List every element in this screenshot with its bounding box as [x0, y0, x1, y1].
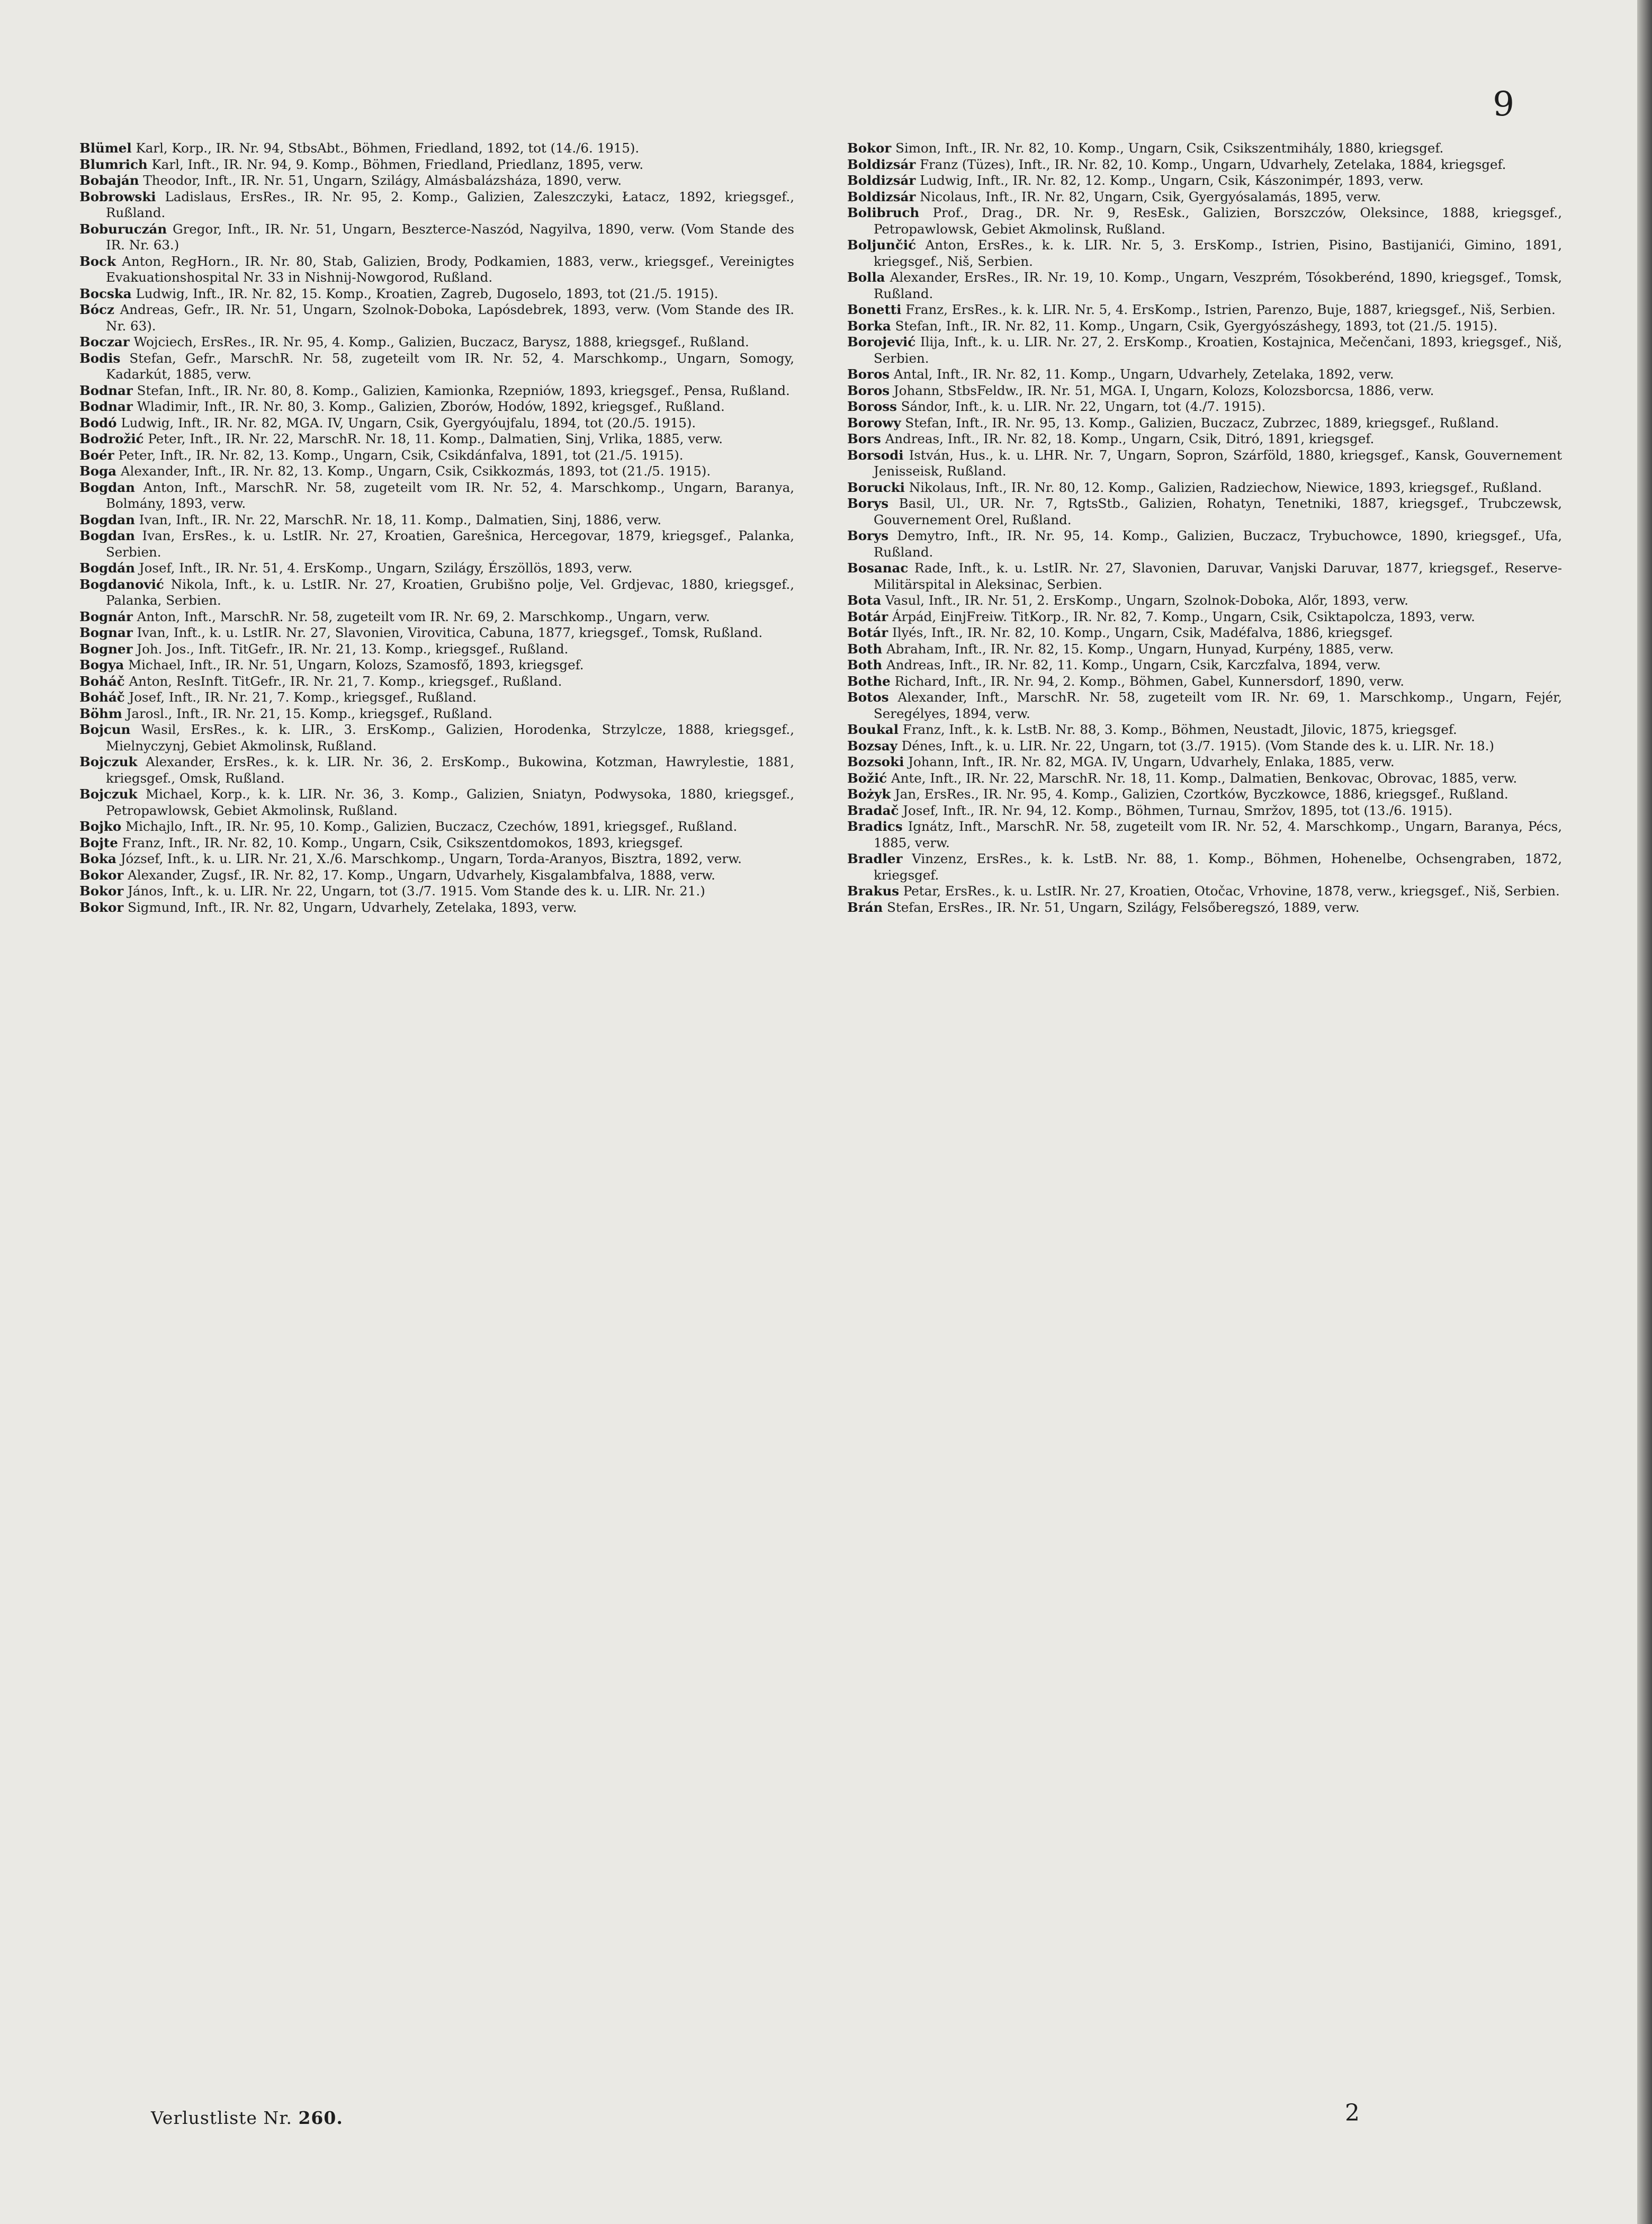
list-entry	[847, 189, 1562, 205]
entry-details: Josef, Inft., IR. Nr. 94, 12. Komp., Böhmen, Turnau, Smržov, 1895, tot (13./6. 1915).	[903, 802, 1453, 818]
list-entry	[847, 689, 1562, 722]
entry-details: Franz (Tüzes), Inft., IR. Nr. 82, 10. Komp., Ungarn, Udvarhely, Zetelaka, 1884, kriegsgef.	[920, 156, 1506, 172]
entry-surname: Bodrožić	[79, 431, 144, 446]
list-entry	[79, 302, 794, 334]
entry-details: Alexander, Inft., IR. Nr. 82, 13. Komp., Ungarn, Csik, Csikkozmás, 1893, tot (21./5. 1915).	[120, 463, 711, 479]
entry-details: Karl, Inft., IR. Nr. 94, 9. Komp., Böhmen, Friedland, Priedlanz, 1895, verw.	[151, 156, 644, 172]
entry-details: Sándor, Inft., k. u. LIR. Nr. 22, Ungarn, tot (4./7. 1915).	[901, 399, 1266, 414]
entry-surname: Bothe	[847, 673, 891, 689]
entry-details: Gregor, Inft., IR. Nr. 51, Ungarn, Beszterce-Naszód, Nagyilva, 1890, verw. (Vom Stande des IR. Nr. 63.)	[106, 221, 794, 253]
entry-details: Stefan, Inft., IR. Nr. 95, 13. Komp., Galizien, Buczacz, Zubrzec, 1889, kriegsgef., Rußland.	[905, 415, 1499, 431]
entry-surname: Borucki	[847, 479, 905, 495]
entry-surname: Bodnar	[79, 382, 133, 398]
list-entry	[79, 851, 794, 867]
entry-surname: Botos	[847, 689, 889, 705]
entry-details: Andreas, Gefr., IR. Nr. 51, Ungarn, Szolnok-Doboka, Lapósdebrek, 1893, verw. (Vom Stande des IR. Nr. 63).	[106, 302, 795, 334]
entry-details: Ludwig, Inft., IR. Nr. 82, 15. Komp., Kroatien, Zagreb, Dugoselo, 1893, tot (21./5. 1915).	[136, 285, 719, 301]
entry-details: Petar, ErsRes., k. u. LstIR. Nr. 27, Kroatien, Otočac, Vrhovine, 1878, verw., kriegsgef., Niš, Serbien.	[903, 883, 1560, 899]
entry-surname: Bojko	[79, 819, 122, 834]
entry-surname: Bojte	[79, 835, 118, 850]
entry-surname: Boros	[847, 366, 890, 382]
entry-surname: Boháč	[79, 689, 125, 705]
entry-details: Michael, Inft., IR. Nr. 51, Ungarn, Kolozs, Szamosfő, 1893, kriegsgef.	[128, 657, 584, 672]
entry-details: Wasil, ErsRes., k. k. LIR., 3. ErsKomp., Galizien, Horodenka, Strzylcze, 1888, kriegsgef., Mielnyczynj, Gebiet Akmolinsk, Rußland.	[106, 722, 794, 754]
entry-details: Richard, Inft., IR. Nr. 94, 2. Komp., Böhmen, Gabel, Kunnersdorf, 1890, verw.	[894, 673, 1405, 689]
entry-details: Nikolaus, Inft., IR. Nr. 80, 12. Komp., Galizien, Radziechow, Niewice, 1893, kriegsgef., Rußland.	[909, 479, 1542, 495]
entry-surname: Bonetti	[847, 302, 902, 317]
entry-details: Ludwig, Inft., IR. Nr. 82, MGA. IV, Ungarn, Csik, Gyergyóujfalu, 1894, tot (20./5. 1915).	[121, 415, 696, 431]
entry-surname: Bobaján	[79, 173, 139, 188]
entry-details: Ivan, ErsRes., k. u. LstIR. Nr. 27, Kroatien, Garešnica, Hercegovar, 1879, kriegsgef., Palanka, Serbien.	[106, 528, 794, 560]
entry-surname: Bogner	[79, 641, 133, 657]
entry-details: Wojciech, ErsRes., IR. Nr. 95, 4. Komp., Galizien, Buczacz, Barysz, 1888, kriegsgef., Rußland.	[133, 334, 749, 349]
list-entry	[847, 560, 1562, 593]
entry-surname: Bock	[79, 253, 116, 269]
entry-details: Karl, Korp., IR. Nr. 94, StbsAbt., Böhmen, Friedland, 1892, tot (14./6. 1915).	[136, 140, 640, 156]
entry-surname: Both	[847, 657, 883, 672]
list-entry	[847, 803, 1562, 819]
list-entry	[79, 383, 794, 399]
entry-details: Franz, Inft., k. k. LstB. Nr. 88, 3. Komp., Böhmen, Neustadt, Jilovic, 1875, kriegsgef.	[902, 722, 1457, 737]
list-entry	[847, 399, 1562, 415]
list-entry	[79, 689, 794, 706]
entry-surname: Brán	[847, 899, 883, 915]
entry-details: János, Inft., k. u. LIR. Nr. 22, Ungarn, tot (3./7. 1915. Vom Stande des k. u. LIR. Nr. 21.)	[128, 883, 705, 899]
entry-surname: Bolla	[847, 270, 885, 285]
entry-surname: Borka	[847, 318, 891, 334]
entry-details: Basil, Ul., UR. Nr. 7, RgtsStb., Galizien, Rohatyn, Tenetniki, 1887, kriegsgef., Trubczewsk, Gouvernement Orel, Rußland.	[874, 496, 1562, 527]
entry-details: Alexander, Inft., MarschR. Nr. 58, zugeteilt vom IR. Nr. 69, 1. Marschkomp., Ungarn, Fejér, Seregélyes, 1894, verw.	[874, 689, 1562, 721]
list-entry	[79, 140, 794, 157]
entry-surname: Bokor	[847, 140, 892, 156]
entry-details: Dénes, Inft., k. u. LIR. Nr. 22, Ungarn, tot (3./7. 1915). (Vom Stande des k. u. LIR. Nr. 18.)	[901, 738, 1494, 754]
list-entry	[79, 157, 794, 173]
entry-surname: Botár	[847, 608, 888, 624]
list-entry	[79, 657, 794, 674]
list-entry	[79, 463, 794, 480]
list-entry	[79, 786, 794, 819]
entry-surname: Brakus	[847, 883, 900, 899]
entry-surname: Bradics	[847, 819, 903, 834]
entry-details: Vasul, Inft., IR. Nr. 51, 2. ErsKomp., Ungarn, Szolnok-Doboka, Alőr, 1893, verw.	[885, 593, 1408, 608]
entry-details: Josef, Inft., IR. Nr. 21, 7. Komp., kriegsgef., Rußland.	[129, 689, 477, 705]
entry-surname: Boross	[847, 399, 897, 414]
entry-details: Jarosl., Inft., IR. Nr. 21, 15. Komp., kriegsgef., Rußland.	[126, 705, 493, 721]
list-entry	[79, 722, 794, 754]
entry-details: Andreas, Inft., IR. Nr. 82, 18. Komp., Ungarn, Csik, Ditró, 1891, kriegsgef.	[885, 431, 1375, 446]
entry-surname: Bogdán	[79, 560, 135, 576]
entry-surname: Borys	[847, 528, 888, 543]
list-entry	[79, 900, 794, 916]
entry-surname: Bozsay	[847, 738, 897, 754]
entry-details: Peter, Inft., IR. Nr. 22, MarschR. Nr. 18, 11. Komp., Dalmatien, Sinj, Vrlika, 1885, verw.	[148, 431, 723, 446]
list-entry	[79, 674, 794, 690]
entry-details: Joh. Jos., Inft. TitGefr., IR. Nr. 21, 13. Komp., kriegsgef., Rußland.	[137, 641, 569, 657]
list-entry	[847, 883, 1562, 900]
list-entry	[847, 270, 1562, 302]
list-entry	[847, 674, 1562, 690]
entry-surname: Boldizsár	[847, 189, 916, 204]
entry-details: Nicolaus, Inft., IR. Nr. 82, Ungarn, Csik, Gyergyósalamás, 1895, verw.	[920, 189, 1381, 204]
entry-details: Anton, RegHorn., IR. Nr. 80, Stab, Galizien, Brody, Podkamien, 1883, verw., kriegsgef., Vereinigtes Evakuationshospital Nr. 33 in Nishnij-Nowgorod, Rußland.	[106, 253, 794, 285]
list-entry	[79, 173, 794, 189]
list-entry	[79, 431, 794, 447]
list-entry	[847, 786, 1562, 803]
entry-details: Ladislaus, ErsRes., IR. Nr. 95, 2. Komp., Galizien, Zaleszczyki, Łatacz, 1892, kriegsgef., Rußland.	[106, 189, 794, 220]
entry-details: Ivan, Inft., IR. Nr. 22, MarschR. Nr. 18, 11. Komp., Dalmatien, Sinj, 1886, verw.	[139, 512, 662, 527]
entry-surname: Boldizsár	[847, 156, 916, 172]
entry-details: Ludwig, Inft., IR. Nr. 82, 12. Komp., Ungarn, Csik, Kászonimpér, 1893, verw.	[920, 173, 1424, 188]
list-entry	[79, 819, 794, 835]
list-entry	[79, 528, 794, 560]
list-footer	[151, 2108, 343, 2128]
list-entry	[847, 625, 1562, 641]
list-entry	[847, 205, 1562, 237]
list-entry	[79, 754, 794, 786]
entry-surname: Bogya	[79, 657, 124, 672]
entry-details: Jan, ErsRes., IR. Nr. 95, 4. Komp., Galizien, Czortków, Byczkowce, 1886, kriegsgef., Rußland.	[894, 786, 1509, 802]
entry-surname: Bradač	[847, 802, 899, 818]
list-entry	[847, 609, 1562, 625]
entry-details: Wladimir, Inft., IR. Nr. 80, 3. Komp., Galizien, Zborów, Hodów, 1892, kriegsgef., Rußland.	[137, 399, 725, 414]
entry-surname: Both	[847, 641, 883, 657]
list-entry	[79, 609, 794, 625]
entry-surname: Blumrich	[79, 156, 148, 172]
entry-details: Theodor, Inft., IR. Nr. 51, Ungarn, Szilágy, Almásbalázsháza, 1890, verw.	[143, 173, 622, 188]
entry-surname: Bokor	[79, 899, 124, 915]
entry-surname: Bogdan	[79, 479, 135, 495]
entry-surname: Bogdan	[79, 512, 135, 527]
entry-details: Anton, ErsRes., k. k. LIR. Nr. 5, 3. ErsKomp., Istrien, Pisino, Bastijanići, Gimino, 1891, kriegsgef., Niš, Serbien.	[874, 237, 1562, 269]
entry-surname: Boros	[847, 382, 890, 398]
entry-details: Stefan, ErsRes., IR. Nr. 51, Ungarn, Szilágy, Felsőberegszó, 1889, verw.	[887, 899, 1360, 915]
list-entry	[79, 560, 794, 577]
entry-surname: Blümel	[79, 140, 132, 156]
list-entry	[79, 351, 794, 383]
list-entry	[79, 447, 794, 464]
list-entry	[79, 883, 794, 900]
entry-surname: Bojcun	[79, 722, 131, 737]
list-entry	[847, 496, 1562, 528]
list-entry	[79, 415, 794, 432]
entry-surname: Böhm	[79, 705, 122, 721]
list-entry	[847, 383, 1562, 399]
list-entry	[847, 738, 1562, 755]
list-entry	[79, 835, 794, 851]
entry-surname: Bocska	[79, 285, 132, 301]
entry-surname: Bozsoki	[847, 754, 904, 769]
list-entry	[847, 851, 1562, 883]
list-entry	[847, 593, 1562, 609]
entry-details: Johann, Inft., IR. Nr. 82, MGA. IV, Ungarn, Udvarhely, Enlaka, 1885, verw.	[908, 754, 1395, 769]
entry-details: Peter, Inft., IR. Nr. 82, 13. Komp., Ungarn, Csik, Csikdánfalva, 1891, tot (21./5. 1915).	[118, 447, 684, 463]
casualty-list	[79, 140, 1562, 2100]
list-entry	[79, 867, 794, 884]
list-entry	[847, 302, 1562, 318]
column-right	[847, 140, 1562, 2100]
entry-surname: Bodó	[79, 415, 117, 431]
entry-surname: Boér	[79, 447, 114, 463]
entry-surname: Botár	[847, 625, 888, 640]
entry-details: Alexander, ErsRes., IR. Nr. 19, 10. Komp., Ungarn, Veszprém, Tósokberénd, 1890, kriegsgef., Tomsk, Rußland.	[874, 270, 1562, 301]
entry-surname: Bognár	[79, 608, 133, 624]
list-entry	[847, 819, 1562, 851]
entry-surname: Bócz	[79, 302, 114, 317]
entry-surname: Bors	[847, 431, 881, 446]
entry-details: Stefan, Gefr., MarschR. Nr. 58, zugeteilt vom IR. Nr. 52, 4. Marschkomp., Ungarn, Somogy, Kadarkút, 1885, verw.	[106, 350, 794, 382]
entry-surname: Bradler	[847, 851, 903, 866]
entry-surname: Boka	[79, 851, 116, 866]
list-entry	[847, 237, 1562, 270]
entry-surname: Bożyk	[847, 786, 891, 802]
entry-details: Simon, Inft., IR. Nr. 82, 10. Komp., Ungarn, Csik, Csikszentmihály, 1880, kriegsgef.	[895, 140, 1444, 156]
list-entry	[847, 140, 1562, 157]
entry-details: István, Hus., k. u. LHR. Nr. 7, Ungarn, Sopron, Szárföld, 1880, kriegsgef., Kansk, Gouvernement Jenisseisk, Rußland.	[874, 447, 1562, 479]
entry-surname: Boukal	[847, 722, 899, 737]
page-number: 9	[1493, 85, 1514, 124]
entry-details: Johann, StbsFeldw., IR. Nr. 51, MGA. I, Ungarn, Kolozs, Kolozsborcsa, 1886, verw.	[893, 382, 1434, 398]
list-entry	[79, 221, 794, 254]
entry-details: Anton, ResInft. TitGefr., IR. Nr. 21, 7. Komp., kriegsgef., Rußland.	[129, 673, 562, 689]
column-left	[79, 140, 794, 2100]
entry-surname: Bogdan	[79, 528, 135, 543]
entry-surname: Boczar	[79, 334, 130, 349]
entry-details: Franz, Inft., IR. Nr. 82, 10. Komp., Ungarn, Csik, Csikszentdomokos, 1893, kriegsgef.	[122, 835, 684, 850]
entry-details: Nikola, Inft., k. u. LstIR. Nr. 27, Kroatien, Grubišno polje, Vel. Grdjevac, 1880, kriegsgef., Palanka, Serbien.	[106, 576, 794, 608]
entry-surname: Borys	[847, 496, 888, 511]
entry-surname: Bolibruch	[847, 205, 920, 220]
list-entry	[79, 399, 794, 415]
entry-details: Árpád, EinjFreiw. TitKorp., IR. Nr. 82, 7. Komp., Ungarn, Csik, Csiktapolcza, 1893, verw.	[892, 608, 1475, 624]
list-entry	[847, 366, 1562, 383]
list-entry	[847, 641, 1562, 658]
entry-surname: Bokor	[79, 867, 124, 883]
entry-surname: Bognar	[79, 625, 133, 640]
list-entry	[79, 512, 794, 528]
list-entry	[79, 334, 794, 351]
entry-surname: Bodis	[79, 350, 121, 366]
entry-details: Antal, Inft., IR. Nr. 82, 11. Komp., Ungarn, Udvarhely, Zetelaka, 1892, verw.	[893, 366, 1394, 382]
page-edge-shadow	[1637, 0, 1652, 2224]
list-entry	[79, 480, 794, 512]
entry-surname: Borsodi	[847, 447, 904, 463]
list-label: Verlustliste Nr.	[151, 2108, 292, 2128]
entry-details: Michajlo, Inft., IR. Nr. 95, 10. Komp., Galizien, Buczacz, Czechów, 1891, kriegsgef., Rußland.	[125, 819, 738, 834]
list-entry	[847, 157, 1562, 173]
list-entry	[847, 900, 1562, 916]
signature-mark: 2	[1345, 2100, 1360, 2127]
entry-details: Alexander, Zugsf., IR. Nr. 82, 17. Komp., Ungarn, Udvarhely, Kisgalambfalva, 1888, verw.	[128, 867, 715, 883]
entry-surname: Bokor	[79, 883, 124, 899]
entry-details: Ignátz, Inft., MarschR. Nr. 58, zugeteilt vom IR. Nr. 52, 4. Marschkomp., Ungarn, Baranya, Pécs, 1885, verw.	[874, 819, 1562, 850]
entry-details: Ante, Inft., IR. Nr. 22, MarschR. Nr. 18, 11. Komp., Dalmatien, Benkovac, Obrovac, 1885, verw.	[891, 770, 1518, 786]
list-entry	[847, 528, 1562, 560]
entry-details: Stefan, Inft., IR. Nr. 82, 11. Komp., Ungarn, Csik, Gyergyószáshegy, 1893, tot (21./5. 1915).	[895, 318, 1498, 334]
list-number: 260.	[298, 2108, 343, 2128]
list-entry	[847, 754, 1562, 770]
list-entry	[847, 415, 1562, 432]
entry-details: Vinzenz, ErsRes., k. k. LstB. Nr. 88, 1. Komp., Böhmen, Hohenelbe, Ochsengraben, 1872, kriegsgef.	[874, 851, 1562, 883]
list-entry	[847, 480, 1562, 496]
list-entry	[79, 577, 794, 609]
list-entry	[847, 722, 1562, 738]
entry-details: Demytro, Inft., IR. Nr. 95, 14. Komp., Galizien, Buczacz, Trybuchowce, 1890, kriegsgef., Ufa, Rußland.	[874, 528, 1562, 560]
entry-details: Anton, Inft., MarschR. Nr. 58, zugeteilt vom IR. Nr. 52, 4. Marschkomp., Ungarn, Baranya, Bolmány, 1893, verw.	[106, 479, 794, 511]
entry-details: Ilyés, Inft., IR. Nr. 82, 10. Komp., Ungarn, Csik, Madéfalva, 1886, kriegsgef.	[892, 625, 1393, 640]
entry-surname: Božić	[847, 770, 887, 786]
entry-details: Abraham, Inft., IR. Nr. 82, 15. Komp., Ungarn, Hunyad, Kurpény, 1885, verw.	[886, 641, 1394, 657]
list-entry	[847, 431, 1562, 447]
entry-details: Franz, ErsRes., k. k. LIR. Nr. 5, 4. ErsKomp., Istrien, Parenzo, Buje, 1887, kriegsgef., Niš, Serbien.	[905, 302, 1556, 317]
list-entry	[847, 770, 1562, 787]
entry-surname: Bodnar	[79, 399, 133, 414]
list-entry	[847, 173, 1562, 189]
entry-details: Alexander, ErsRes., k. k. LIR. Nr. 36, 2. ErsKomp., Bukowina, Kotzman, Hawrylestie, 1881, kriegsgef., Omsk, Rußland.	[106, 754, 794, 786]
list-entry	[79, 254, 794, 286]
entry-surname: Boháč	[79, 673, 125, 689]
entry-surname: Bojczuk	[79, 754, 138, 769]
entry-details: Michael, Korp., k. k. LIR. Nr. 36, 3. Komp., Galizien, Sniatyn, Podwysoka, 1880, kriegsgef., Petropawlowsk, Gebiet Akmolinsk, Rußland.	[106, 786, 794, 818]
entry-details: Sigmund, Inft., IR. Nr. 82, Ungarn, Udvarhely, Zetelaka, 1893, verw.	[128, 899, 577, 915]
entry-surname: Boga	[79, 463, 117, 479]
entry-surname: Bobrowski	[79, 189, 156, 204]
entry-details: József, Inft., k. u. LIR. Nr. 21, X./6. Marschkomp., Ungarn, Torda-Aranyos, Bisztra, 1892, verw.	[120, 851, 742, 866]
entry-details: Ivan, Inft., k. u. LstIR. Nr. 27, Slavonien, Virovitica, Cabuna, 1877, kriegsgef., Tomsk, Rußland.	[137, 625, 763, 640]
entry-surname: Boburuczán	[79, 221, 167, 237]
list-entry	[79, 189, 794, 221]
list-entry	[847, 657, 1562, 674]
entry-surname: Boljunčić	[847, 237, 916, 253]
list-entry	[847, 334, 1562, 366]
entry-details: Stefan, Inft., IR. Nr. 80, 8. Komp., Galizien, Kamionka, Rzepniów, 1893, kriegsgef., Pensa, Rußland.	[137, 382, 790, 398]
entry-details: Andreas, Inft., IR. Nr. 82, 11. Komp., Ungarn, Csik, Karczfalva, 1894, verw.	[886, 657, 1381, 672]
entry-details: Prof., Drag., DR. Nr. 9, ResEsk., Galizien, Borszczów, Oleksince, 1888, kriegsgef., Petropawlowsk, Gebiet Akmolinsk, Rußland.	[874, 205, 1562, 237]
list-entry	[847, 318, 1562, 335]
list-entry	[847, 447, 1562, 480]
entry-surname: Borojević	[847, 334, 916, 349]
list-entry	[79, 625, 794, 641]
entry-details: Anton, Inft., MarschR. Nr. 58, zugeteilt vom IR. Nr. 69, 2. Marschkomp., Ungarn, verw.	[137, 608, 710, 624]
list-entry	[79, 286, 794, 302]
entry-surname: Bosanac	[847, 560, 909, 576]
entry-surname: Bota	[847, 593, 882, 608]
entry-details: Ilija, Inft., k. u. LIR. Nr. 27, 2. ErsKomp., Kroatien, Kostajnica, Mečenčani, 1893, kriegsgef., Niš, Serbien.	[874, 334, 1562, 366]
entry-surname: Boldizsár	[847, 173, 916, 188]
list-entry	[79, 706, 794, 722]
entry-surname: Bogdanović	[79, 576, 164, 592]
entry-surname: Bojczuk	[79, 786, 138, 802]
entry-details: Rade, Inft., k. u. LstIR. Nr. 27, Slavonien, Daruvar, Vanjski Daruvar, 1877, kriegsgef., Reserve-Militärspital in Aleksinac, Serbien.	[874, 560, 1562, 592]
entry-details: Josef, Inft., IR. Nr. 51, 4. ErsKomp., Ungarn, Szilágy, Érszöllös, 1893, verw.	[139, 560, 633, 576]
list-entry	[79, 641, 794, 658]
entry-surname: Borowy	[847, 415, 901, 431]
